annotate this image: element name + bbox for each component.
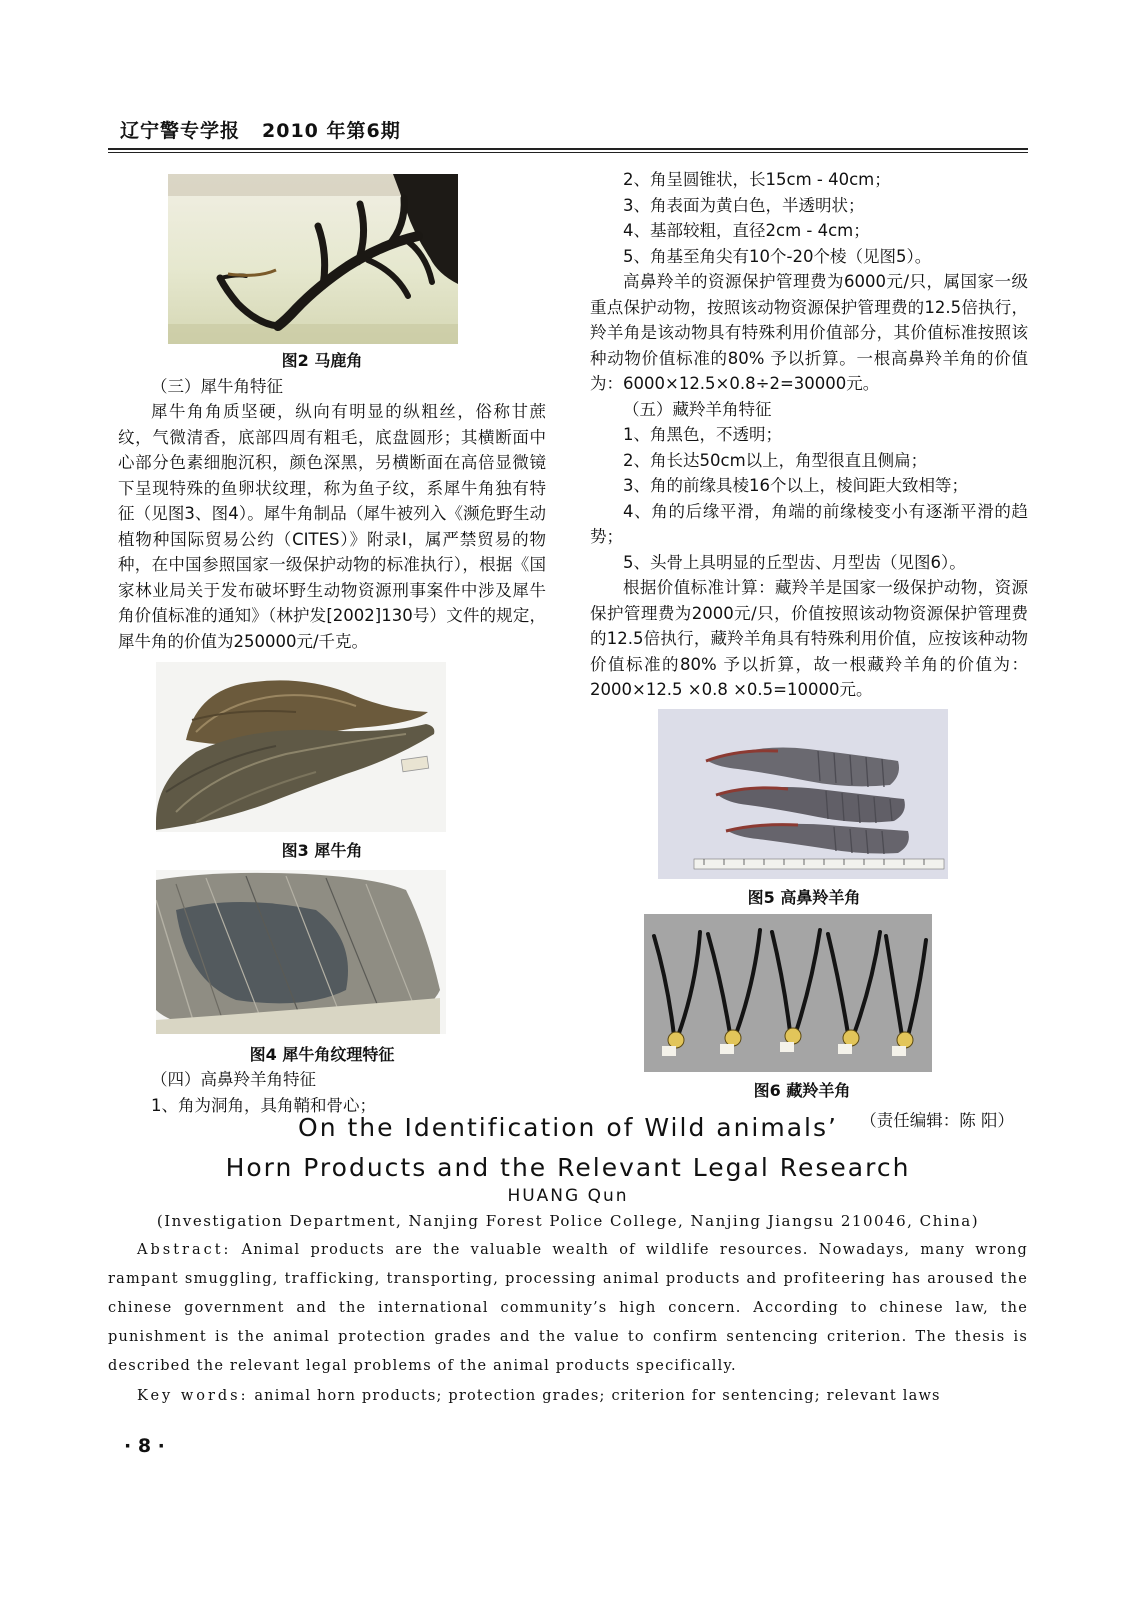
english-title [108,1108,1028,1188]
figure-4-rhino-horn-texture [156,870,446,1034]
left-column [118,174,546,1118]
running-header [120,116,401,143]
english-abstract [108,1236,1028,1381]
english-title-line-1: On the Identification of Wild animals’ [298,1113,838,1142]
figure-2-caption: 图2 马鹿角 [281,351,363,370]
english-title-line-2: Horn Products and the Relevant Legal Research [225,1153,911,1182]
figure-4-caption: 图4 犀牛角纹理特征 [249,1044,395,1064]
figure-6-tibetan-antelope-horn [644,914,932,1072]
tibetan-item-4: 4、角的后缘平滑，角端的前缘棱变小有逐渐平滑的趋势； [590,501,1028,546]
tibetan-item-1: 1、角黑色，不透明； [623,425,782,444]
figure-2-red-deer-antler [168,174,458,344]
keywords-text: animal horn products; protection grades; criterion for sentencing; relevant laws [254,1388,941,1404]
figure-6-caption: 图6 藏羚羊角 [753,1081,851,1100]
rhino-horn-texture-photo [156,870,446,1034]
section-3-body: 犀牛角角质坚硬，纵向有明显的纵粗丝，俗称甘蔗纹，气微清香，底部四周有粗毛，底盘圆形；其横断面中心部分色素细胞沉积，颜色深黑，另横断面在高倍显微镜下呈现特殊的鱼卵状纹理，称为鱼子纹，系犀牛角独有特征（见图3、图4）。犀牛角制品（犀牛被列入《濒危野生动植物种国际贸易公约（CITES）》附录I，属严禁贸易的物种，在中国参照国家一级保护动物的标准执行），根据《国家林业局关于发布破坏野生动物资源刑事案件中涉及犀牛角价值标准的通知》（林护发[2002]130号）文件的规定，犀牛角的价值为250000元/千克。 [118,402,546,651]
issue-label: 2010 年第6期 [262,120,401,142]
journal-name: 辽宁警专学报 [120,120,241,142]
saiga-item-4: 4、基部较粗，直径2cm - 4cm； [623,221,870,240]
saiga-value-paragraph: 高鼻羚羊的资源保护管理费为6000元/只，属国家一级重点保护动物，按照该动物资源保护管理费的12.5倍执行，羚羊角是该动物具有特殊利用价值部分，其价值标准按照该种动物价值标准的80% 予以折算。一根高鼻羚羊角的价值为：6000×12.5×0.8÷2=30000元。 [590,272,1028,393]
section-4-item-1: 1、角为洞角，具角鞘和骨心； [151,1095,376,1115]
english-author: HUANG Qun [507,1186,629,1206]
figure-5-saiga-horn [658,709,948,879]
tibetan-item-2: 2、角长达50cm以上，角型很直且侧扁； [623,450,928,470]
tibetan-value-paragraph: 根据价值标准计算：藏羚羊是国家一级保护动物，资源保护管理费为2000元/只，价值按照该动物资源保护管理费的12.5倍执行，藏羚羊角具有特殊利用价值，应按该种动物价值标准的80% 予以折算，故一根藏羚羊角的价值为：2000×12.5 ×0.8 ×0.5=10000元。 [590,578,1028,699]
figure-3-rhino-horn [156,662,446,832]
english-affiliation: (Investigation Department, Nanjing Forest Police College, Nanjing Jiangsu 210046, China) [156,1212,980,1230]
red-deer-antler-photo [168,174,458,344]
editor-credit: （责任编辑：陈 阳） [860,1110,1014,1130]
abstract-label: Abstract: [137,1242,232,1258]
section-3-heading: （三）犀牛角特征 [151,376,283,396]
header-rule-thick [108,148,1028,150]
section-5-heading: （五）藏羚羊角特征 [623,399,772,419]
abstract-text: Animal products are the valuable wealth of wildlife resources. Nowadays, many wrong rampant smuggling, trafficking, transporting, processing animal products and profiteering has aroused the chinese government and the international community’s high concern. According to chinese law, the punishment is the animal protection grades and the value to confirm sentencing criterion. The thesis is described the relevant legal problems of the animal products specifically. [108,1242,1028,1374]
saiga-item-3: 3、角表面为黄白色，半透明状； [623,195,865,215]
saiga-item-5: 5、角基至角尖有10个-20个棱（见图5）。 [623,246,932,266]
right-column [590,167,1028,1133]
keywords-label: Key words: [137,1388,249,1404]
tibetan-antelope-horn-photo [644,914,932,1072]
figure-3-caption: 图3 犀牛角 [281,841,363,860]
page-number: · 8 · [124,1435,165,1457]
rhino-horn-photo [156,662,446,832]
tibetan-item-5: 5、头骨上具明显的丘型齿、月型齿（见图6）。 [623,552,966,572]
saiga-horn-photo [658,709,948,879]
saiga-item-2: 2、角呈圆锥状，长15cm - 40cm； [623,170,891,189]
header-rule-thin [108,152,1028,153]
figure-5-caption: 图5 高鼻羚羊角 [747,887,861,907]
section-4-heading: （四）高鼻羚羊角特征 [151,1070,316,1089]
tibetan-item-3: 3、角的前缘具棱16个以上，棱间距大致相等； [623,476,968,495]
english-keywords [108,1382,1028,1411]
